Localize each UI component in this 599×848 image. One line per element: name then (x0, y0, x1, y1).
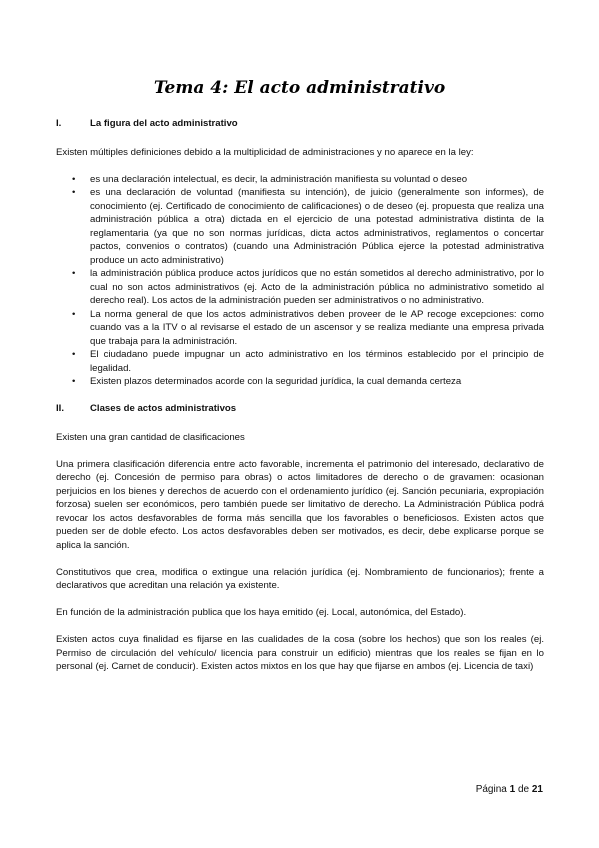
list-item (56, 267, 544, 308)
list-item-text: es una declaración de voluntad (manifiesta su intención), de juicio (generalmente son informes), de conocimiento (ej. Certificado de conocimiento de calificaciones) o de deseo (ej. propuesta que realiza una administración pública a otra) dictada en el ejercicio de una potestad administrativa distinta de la reglamentaria (ya que no son normas jurídicas, dicta actos administrativos, reglamentos o concertar pactos, convenios o contratos) (cuando una Administración Pública ejerce la potestad administrativa produce un acto administrativo) (90, 187, 544, 266)
section-heading-2 (56, 402, 544, 416)
section-title: Clases de actos administrativos (90, 403, 237, 414)
bullet-icon: • (72, 187, 76, 198)
paragraph: Existen una gran cantidad de clasificaciones (56, 431, 245, 443)
section-title: La figura del acto administrativo (90, 118, 238, 129)
paragraph: Una primera clasificación diferencia entre acto favorable, incrementa el patrimonio del interesado, declarativo de derecho (ej. Concesión de permiso para obras) o actos limitadores de derecho o de gravamen: ocasionan perjuicios en los bienes y derechos de acuerdo con el ordenamiento jurídico (ej. Sanción pecuniaria, expropiación forzosa) suelen ser económicos, pero también puede ser limitativo de derecho. La Administración Pública podrá revocar los actos desfavorables de forma más sencilla que los favorables o beneficiosos. Existen actos que pueden ser de doble efecto. Los actos desfavorables deben ser motivados, es decir, debe explicarse porque se aplica la sanción. (56, 458, 544, 551)
list-item (56, 375, 544, 389)
list-item (56, 348, 544, 375)
list-item-text: es una declaración intelectual, es decir, la administración manifiesta su voluntad o deseo (90, 173, 468, 185)
page-label: Página (475, 784, 507, 795)
section-heading-1 (56, 117, 544, 131)
list-item-text: El ciudadano puede impugnar un acto administrativo en los términos establecido por el principio de legalidad. (90, 349, 544, 374)
paragraph: Existen múltiples definiciones debido a la multiplicidad de administraciones y no aparece en la ley: (56, 146, 474, 158)
list-item (56, 186, 544, 267)
page-number (476, 784, 543, 795)
bullet-list (56, 173, 544, 389)
section-number: I. (56, 118, 62, 129)
page-total: 21 (531, 784, 543, 795)
page-current: 1 (509, 784, 516, 795)
bullet-icon: • (72, 173, 76, 185)
page-separator: de (517, 784, 530, 795)
list-item-text: La norma general de que los actos administrativos deben proveer de le AP recoge excepciones: como cuando vas a la ITV o al revisarse el estado de un ascensor y se realiza mediante una empresa privada que trabaja para la administración. (90, 308, 544, 347)
list-item-text: Existen plazos determinados acorde con la seguridad jurídica, la cual demanda certeza (90, 376, 462, 387)
document-title: Tema 4: El acto administrativo (153, 78, 446, 98)
bullet-icon: • (72, 268, 76, 279)
paragraph: En función de la administración publica que los haya emitido (ej. Local, autonómica, del Estado). (56, 607, 467, 618)
bullet-icon: • (72, 308, 76, 320)
list-item (56, 308, 544, 349)
bullet-icon: • (72, 376, 76, 387)
paragraph: Constitutivos que crea, modifica o extingue una relación jurídica (ej. Nombramiento de funcionarios); frente a declarativos que acreditan una relación ya existente. (56, 566, 544, 591)
list-item-text: la administración pública produce actos jurídicos que no están sometidos al derecho administrativo, por lo cual no son actos administrativos (ej. Acto de la administración pública no administrativo sometido al derecho real). Los actos de la administración pueden ser administrativos o no administrativo. (90, 268, 544, 306)
section-number: II. (56, 403, 64, 414)
paragraph: Existen actos cuya finalidad es fijarse en las cualidades de la cosa (sobre los hechos) que son los reales (ej. Permiso de circulación del vehículo/ licencia para construir un edificio) mientras que los reales se fijan en lo personal (ej. Carnet de conducir). Existen actos mixtos en los que hay que fijarse en ambos (ej. Licencia de taxi) (56, 634, 544, 672)
bullet-icon: • (72, 349, 76, 360)
list-item (56, 173, 544, 187)
document-body (56, 117, 544, 687)
